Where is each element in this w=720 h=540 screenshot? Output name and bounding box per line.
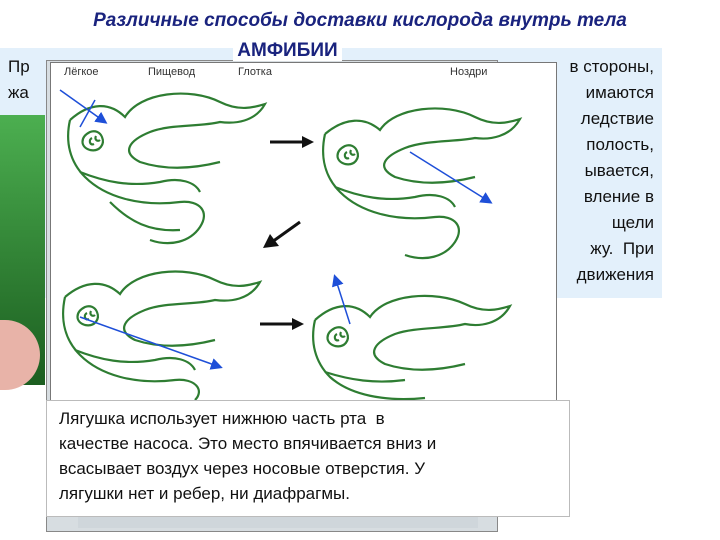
label-lung: Лёгкое — [64, 66, 99, 78]
bg-text-right-7: щели — [611, 213, 654, 232]
slide-subtitle: АМФИБИИ — [0, 40, 575, 62]
bg-text-right-1: в стороны, — [569, 57, 654, 76]
slide-title: Различные способы доставки кислорода внутрь тела — [93, 10, 627, 31]
bg-text-right-9: движения — [576, 265, 654, 284]
bg-text-right-4: полость, — [586, 135, 654, 154]
caption-line-1: Лягушка использует нижнюю часть рта в — [59, 409, 385, 428]
bg-text-right-3: ледствие — [580, 109, 654, 128]
frog-head-sections-svg — [50, 62, 555, 405]
bg-text-right-6: вление в — [583, 187, 654, 206]
bg-text-right-8: жу. При — [590, 239, 654, 258]
label-pharynx: Глотка — [238, 66, 272, 78]
frog-head-section-4 — [313, 296, 510, 399]
bg-text-left-2: жа — [8, 83, 29, 102]
bg-text-right-5: ывается, — [584, 161, 654, 180]
down-left-arrow-icon — [263, 222, 300, 248]
frog-head-section-2 — [323, 108, 520, 258]
caption-box — [46, 400, 570, 517]
label-nostrils: Ноздри — [450, 66, 488, 78]
caption-line-3: всасывает воздух через носовые отверстия. У — [59, 459, 426, 478]
right-arrow-icon — [260, 318, 304, 330]
bg-text-right-2: имаются — [585, 83, 654, 102]
caption-line-2: качестве насоса. Это место впячивается вниз и — [59, 434, 437, 453]
frog-head-section-3 — [63, 272, 260, 400]
bg-text-left-1: Пр — [8, 57, 30, 76]
right-arrow-icon — [270, 136, 314, 148]
caption-line-4: лягушки нет и ребер, ни диафрагмы. — [59, 484, 350, 503]
label-esophagus: Пищевод — [148, 66, 196, 78]
